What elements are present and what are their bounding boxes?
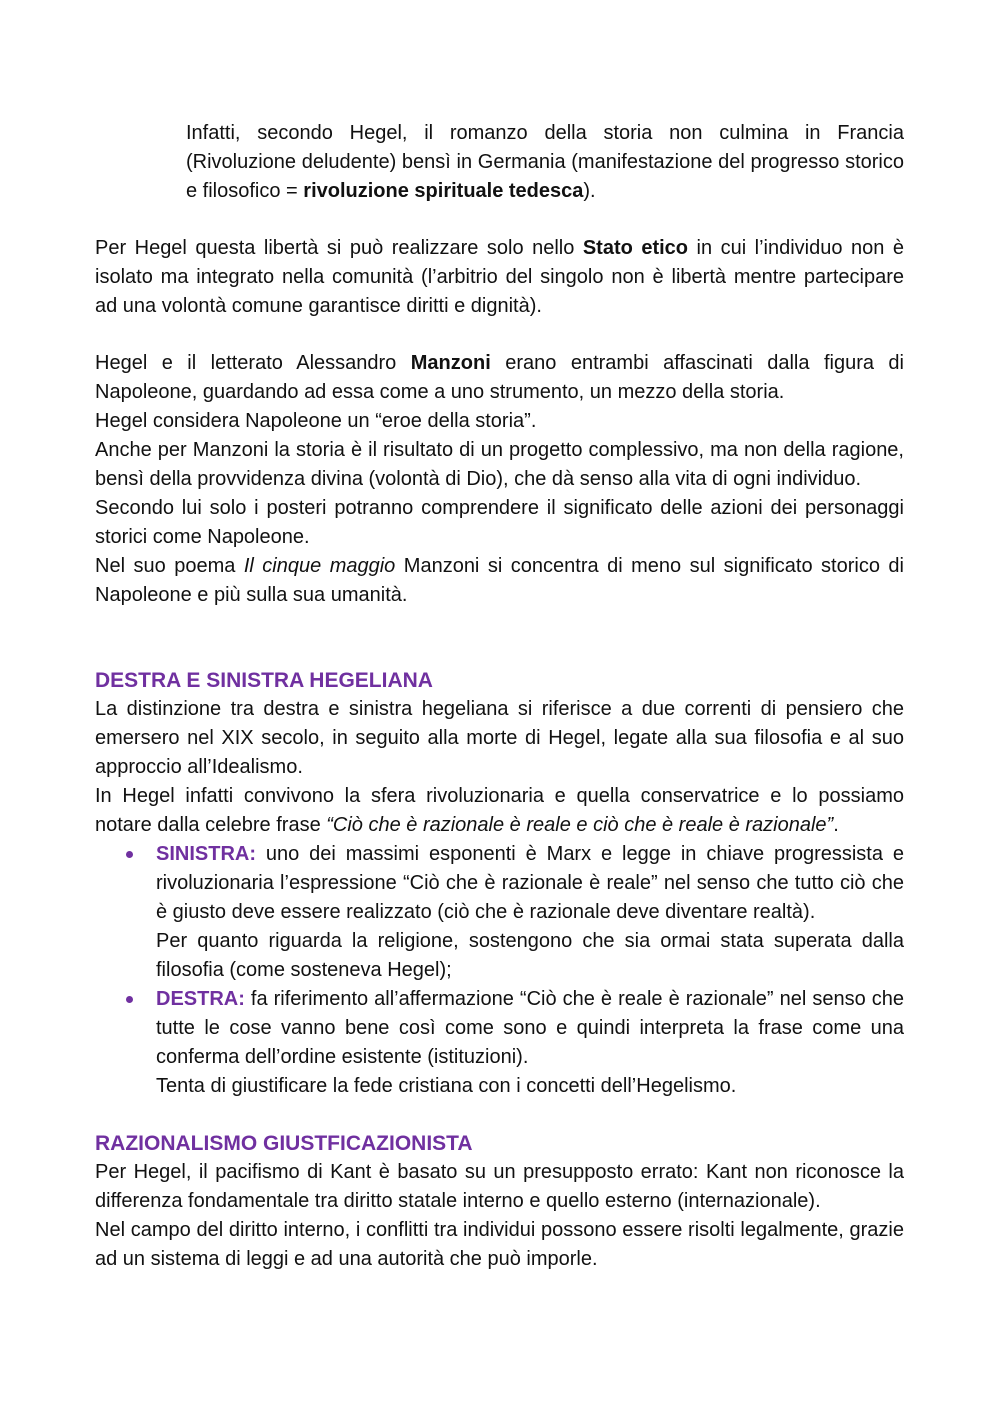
text-span: ). (583, 180, 596, 202)
stato-etico-block (95, 234, 904, 321)
sinistra-continuation: Per quanto riguarda la religione, sostengono che sia ormai stata superata dalla filosofia (come sosteneva Hegel); (156, 930, 904, 981)
section-heading-destra-sinistra: DESTRA E SINISTRA HEGELIANA (95, 669, 433, 692)
poem-title: Il cinque maggio (243, 555, 396, 577)
text-span: in cui l’individuo non è isolato ma integrato nella comunità (l’arbitrio del singolo non è libertà mentre partecipare ad una volontà comune garantisce diritti e dignità). (95, 237, 904, 317)
text-span: uno dei massimi esponenti è Marx e legge in chiave progressista e rivoluzionaria l’espressione “Ciò che è razionale è reale” nel senso che tutto ciò che è giusto deve essere realizzato (ciò che è razionale deve diventare realtà). (156, 843, 904, 923)
destra-continuation: Tenta di giustificare la fede cristiana con i concetti dell’Hegelismo. (156, 1075, 737, 1097)
destra-sinistra-section (95, 666, 904, 1101)
text-span: . (833, 814, 839, 836)
manzoni-block (95, 349, 904, 610)
razionalismo-paragraph-2: Nel campo del diritto interno, i conflitti tra individui possono essere risolti legalmente, grazie ad un sistema di leggi e ad una autorità che può imporle. (95, 1219, 904, 1270)
section-heading-razionalismo: RAZIONALISMO GIUSTFICAZIONISTA (95, 1132, 473, 1155)
destra-text (156, 985, 904, 1072)
bullet-dot-icon (126, 851, 133, 858)
text-span: fa riferimento all’affermazione “Ciò che è reale è razionale” nel senso che tutte le cose vanno bene così come sono e quindi interpreta la frase come una conferma dell’ordine esistente (istituzioni). (156, 988, 904, 1068)
bold-term: Stato etico (582, 237, 689, 259)
destra-sinistra-intro: La distinzione tra destra e sinistra hegeliana si riferisce a due correnti di pensiero che emersero nel XIX secolo, in seguito alla morte di Hegel, legate alla sua filosofia e al suo approccio all’Idealismo. (95, 698, 904, 778)
text-span: Nel suo poema (95, 555, 244, 577)
text-span: erano entrambi affascinati dalla figura di Napoleone, guardando ad essa come a uno strumento, un mezzo della storia. (95, 352, 904, 403)
sinistra-text (156, 840, 904, 927)
manzoni-paragraph-1 (95, 349, 904, 407)
quote-italic: “Ciò che è razionale è reale e ciò che è reale è razionale” (326, 814, 834, 836)
bullet-dot-icon (126, 996, 133, 1003)
text-span: In Hegel infatti convivono la sfera rivoluzionaria e quella conservatrice e lo possiamo notare dalla celebre frase (95, 785, 904, 836)
intro-indented-paragraph (186, 119, 904, 206)
list-item-sinistra (156, 840, 904, 985)
list-item-destra (156, 985, 904, 1101)
razionalismo-section (95, 1129, 904, 1274)
bullet-term: DESTRA: (156, 988, 245, 1010)
manzoni-paragraph-3: Anche per Manzoni la storia è il risultato di un progetto complessivo, ma non della ragione, bensì della provvidenza divina (volontà di Dio), che dà senso alla vita di ogni individuo. (95, 439, 904, 490)
manzoni-paragraph-4: Secondo lui solo i posteri potranno comprendere il significato delle azioni dei personaggi storici come Napoleone. (95, 497, 904, 548)
manzoni-paragraph-2: Hegel considera Napoleone un “eroe della storia”. (95, 410, 537, 432)
bold-term: Manzoni (410, 352, 491, 374)
manzoni-paragraph-5 (95, 552, 904, 610)
celebre-frase-paragraph (95, 782, 904, 840)
bold-term: rivoluzione spirituale tedesca (303, 180, 584, 202)
bullet-term: SINISTRA: (156, 843, 256, 865)
text-span: Infatti, secondo Hegel, il romanzo della storia non culmina in Francia (Rivoluzione deludente) bensì in Germania (manifestazione del progresso storico e filosofico = (186, 122, 904, 202)
text-span: Per Hegel questa libertà si può realizzare solo nello (95, 237, 583, 259)
bullet-list (95, 840, 904, 1101)
razionalismo-paragraph-1: Per Hegel, il pacifismo di Kant è basato su un presupposto errato: Kant non riconosce la differenza fondamentale tra diritto statale interno e quello esterno (internazionale). (95, 1161, 904, 1212)
stato-etico-paragraph (95, 234, 904, 321)
text-span: Hegel e il letterato Alessandro (95, 352, 411, 374)
text-span: Manzoni si concentra di meno sul significato storico di Napoleone e più sulla sua umanità. (95, 555, 905, 606)
germania-paragraph (186, 119, 904, 206)
